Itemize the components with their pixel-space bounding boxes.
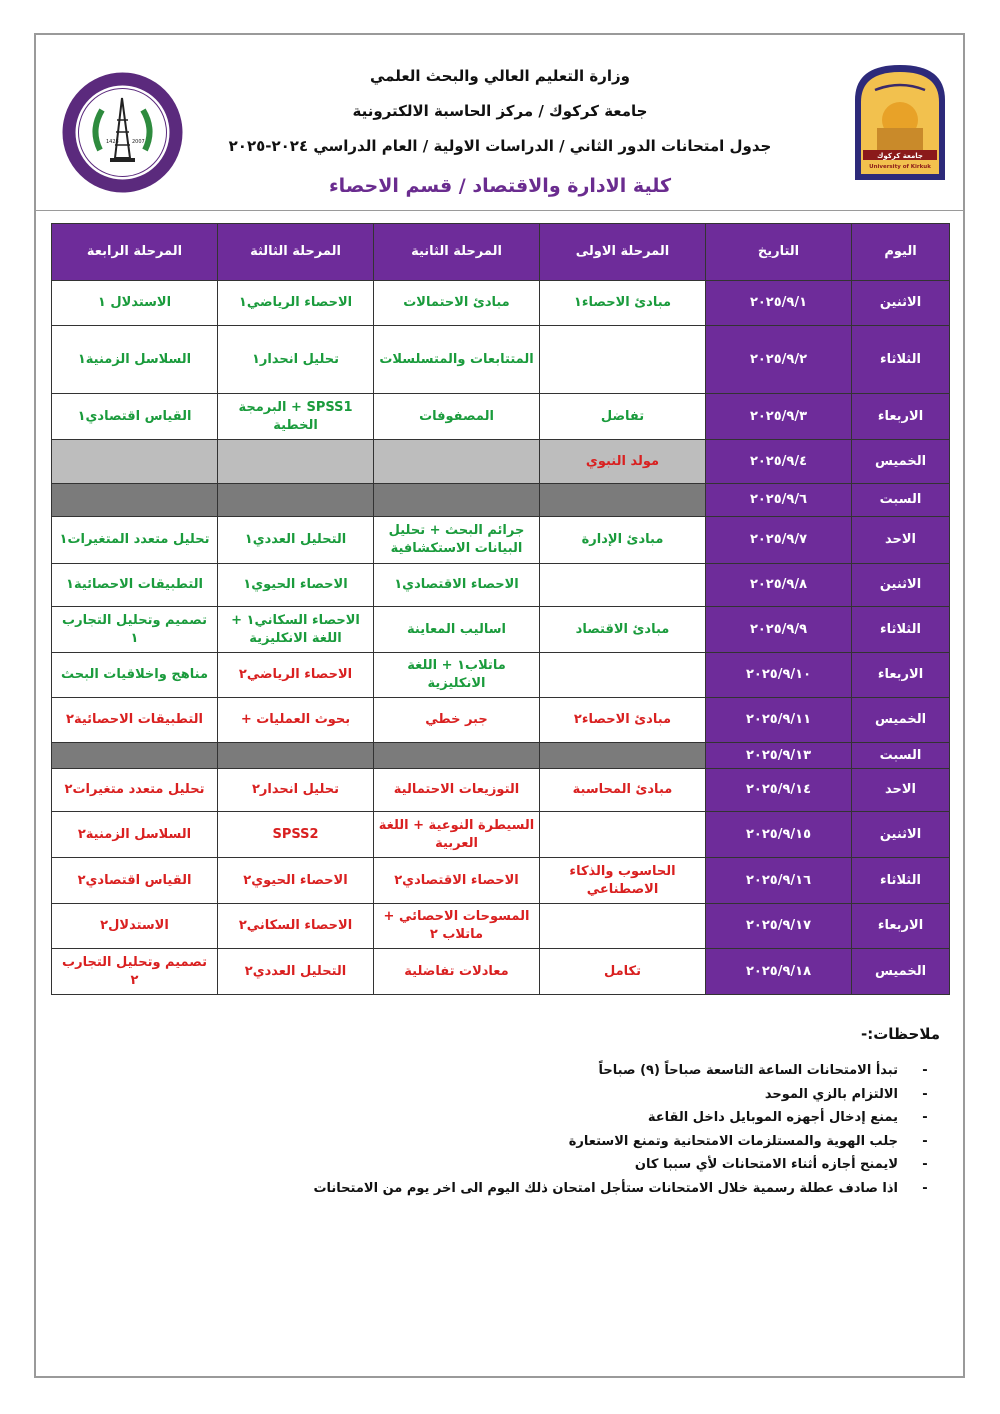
table-row bbox=[52, 858, 950, 904]
exam-cell-stage-1: تفاضل bbox=[540, 394, 706, 440]
header-divider bbox=[34, 210, 965, 211]
day-cell: الاثنين bbox=[852, 564, 950, 607]
exam-cell-stage-3: الاحصاء الرياضي٢ bbox=[218, 653, 374, 698]
day-cell: الثلاثاء bbox=[852, 326, 950, 394]
day-cell: السبت bbox=[852, 484, 950, 517]
header-day: اليوم bbox=[852, 224, 950, 281]
note-bullet: - bbox=[922, 1110, 928, 1125]
note-text: لايمنح أجازه أثناء الامتحانات لأي سببا كان bbox=[634, 1157, 898, 1172]
note-bullet: - bbox=[922, 1086, 928, 1102]
exam-cell-stage-4 bbox=[52, 743, 218, 769]
day-cell: الاثنين bbox=[852, 281, 950, 326]
table-row bbox=[52, 949, 950, 995]
date-cell: ٢٠٢٥/٩/١٤ bbox=[706, 769, 852, 812]
day-cell: الاثنين bbox=[852, 812, 950, 858]
note-item bbox=[60, 1177, 940, 1201]
date-cell: ٢٠٢٥/٩/١١ bbox=[706, 698, 852, 743]
exam-cell-stage-3: تحليل انحدار١ bbox=[218, 326, 374, 394]
exam-cell-stage-3 bbox=[218, 743, 374, 769]
exam-cell-stage-3: التحليل العددي١ bbox=[218, 517, 374, 564]
exam-cell-stage-4 bbox=[52, 484, 218, 517]
exam-cell-stage-2: اساليب المعاينة bbox=[374, 607, 540, 653]
date-cell: ٢٠٢٥/٩/٩ bbox=[706, 607, 852, 653]
note-item bbox=[60, 1130, 940, 1154]
logo-english-name: University of Kirkuk bbox=[869, 164, 931, 170]
day-cell: الاربعاء bbox=[852, 904, 950, 949]
note-item bbox=[60, 1106, 940, 1130]
notes-list bbox=[60, 1059, 940, 1200]
exam-cell-stage-2: معادلات تفاضلية bbox=[374, 949, 540, 995]
date-cell: ٢٠٢٥/٩/١٠ bbox=[706, 653, 852, 698]
header-date: التاريخ bbox=[706, 224, 852, 281]
day-cell: الخميس bbox=[852, 698, 950, 743]
exam-cell-stage-2: ماتلاب١ + اللغة الانكليزية bbox=[374, 653, 540, 698]
exam-cell-stage-2 bbox=[374, 484, 540, 517]
schedule-title: جدول امتحانات الدور الثاني / الدراسات الاولية / العام الدراسي ٢٠٢٤-٢٠٢٥ bbox=[228, 137, 772, 155]
date-cell: ٢٠٢٥/٩/٤ bbox=[706, 440, 852, 484]
college-seal-icon bbox=[60, 70, 185, 195]
exam-cell-stage-1: مبادئ الإدارة bbox=[540, 517, 706, 564]
header-stage-3: المرحلة الثالثة bbox=[218, 224, 374, 281]
exam-cell-stage-4: تصميم وتحليل التجارب ١ bbox=[52, 607, 218, 653]
exam-cell-stage-4: الاستدلال٢ bbox=[52, 904, 218, 949]
exam-cell-stage-1 bbox=[540, 653, 706, 698]
exam-cell-stage-2 bbox=[374, 440, 540, 484]
notes-title: ملاحظات:- bbox=[860, 1025, 940, 1043]
table-row bbox=[52, 440, 950, 484]
note-text: الالتزام بالزي الموحد bbox=[764, 1086, 898, 1102]
table-row bbox=[52, 812, 950, 858]
table-row bbox=[52, 607, 950, 653]
exam-cell-stage-2: جرائم البحث + تحليل البيانات الاستكشافية bbox=[374, 517, 540, 564]
college-department-title: كلية الادارة والاقتصاد / قسم الاحصاء bbox=[328, 175, 672, 197]
table-row bbox=[52, 769, 950, 812]
day-cell: الاحد bbox=[852, 517, 950, 564]
note-text: تبدأ الامتحانات الساعة التاسعة صباحاً (٩) صباحاً bbox=[598, 1063, 898, 1078]
exam-cell-stage-2: التوزيعات الاحتمالية bbox=[374, 769, 540, 812]
note-bullet: - bbox=[922, 1063, 928, 1078]
date-cell: ٢٠٢٥/٩/٢ bbox=[706, 326, 852, 394]
date-cell: ٢٠٢٥/٩/١٣ bbox=[706, 743, 852, 769]
exam-cell-stage-4: تحليل متعدد المتغيرات١ bbox=[52, 517, 218, 564]
note-item bbox=[60, 1083, 940, 1107]
day-cell: الاربعاء bbox=[852, 653, 950, 698]
exam-cell-stage-1: مبادئ الاحصاء٢ bbox=[540, 698, 706, 743]
table-row bbox=[52, 484, 950, 517]
exam-cell-stage-1: مبادئ الاحصاء١ bbox=[540, 281, 706, 326]
date-cell: ٢٠٢٥/٩/٨ bbox=[706, 564, 852, 607]
table-row bbox=[52, 517, 950, 564]
exam-cell-stage-2 bbox=[374, 743, 540, 769]
header-stage-2: المرحلة الثانية bbox=[374, 224, 540, 281]
notes-section bbox=[60, 1025, 940, 1200]
exam-cell-stage-2: المصفوفات bbox=[374, 394, 540, 440]
exam-cell-stage-1 bbox=[540, 904, 706, 949]
table-row bbox=[52, 281, 950, 326]
exam-cell-stage-1 bbox=[540, 326, 706, 394]
exam-cell-stage-1: الحاسوب والذكاء الاصطناعي bbox=[540, 858, 706, 904]
table-row bbox=[52, 904, 950, 949]
exam-cell-stage-1: تكامل bbox=[540, 949, 706, 995]
table-row bbox=[52, 743, 950, 769]
table-row bbox=[52, 698, 950, 743]
date-cell: ٢٠٢٥/٩/٧ bbox=[706, 517, 852, 564]
date-cell: ٢٠٢٥/٩/١٧ bbox=[706, 904, 852, 949]
header-stage-4: المرحلة الرابعة bbox=[52, 224, 218, 281]
date-cell: ٢٠٢٥/٩/١٨ bbox=[706, 949, 852, 995]
exam-cell-stage-3: الاحصاء السكاني٢ bbox=[218, 904, 374, 949]
seal-year-1: 1428 bbox=[106, 139, 119, 145]
exam-cell-stage-4: تحليل متعدد متغيرات٢ bbox=[52, 769, 218, 812]
date-cell: ٢٠٢٥/٩/١٦ bbox=[706, 858, 852, 904]
table-row bbox=[52, 564, 950, 607]
exam-cell-stage-2: المسوحات الاحصائي + ماتلاب ٢ bbox=[374, 904, 540, 949]
exam-cell-stage-2: الاحصاء الاقتصادي١ bbox=[374, 564, 540, 607]
day-cell: الخميس bbox=[852, 440, 950, 484]
exam-cell-stage-4: تصميم وتحليل التجارب ٢ bbox=[52, 949, 218, 995]
note-bullet: - bbox=[922, 1180, 928, 1196]
university-title: جامعة كركوك / مركز الحاسبة الالكترونية bbox=[352, 102, 648, 120]
table-row bbox=[52, 394, 950, 440]
note-text: اذا صادف عطلة رسمية خلال الامتحانات ستأجل امتحان ذلك اليوم الى اخر يوم من الامتحانات bbox=[313, 1180, 898, 1196]
exam-cell-stage-2: الاحصاء الاقتصادي٢ bbox=[374, 858, 540, 904]
note-text: جلب الهوية والمستلزمات الامتحانية وتمنع الاستعارة bbox=[568, 1133, 898, 1149]
ministry-title: وزارة التعليم العالي والبحث العلمي bbox=[369, 67, 631, 85]
exam-cell-stage-3: الاحصاء الرياضي١ bbox=[218, 281, 374, 326]
table-header-row bbox=[52, 224, 950, 281]
exam-cell-stage-3: بحوث العمليات + bbox=[218, 698, 374, 743]
exam-cell-stage-2: جبر خطي bbox=[374, 698, 540, 743]
seal-year-2: 2007 bbox=[132, 139, 145, 145]
exam-cell-stage-1: مولد النبوي bbox=[540, 440, 706, 484]
note-text: يمنع إدخال أجهزه الموبايل داخل القاعة bbox=[647, 1110, 898, 1125]
exam-cell-stage-4: مناهج واخلاقيات البحث bbox=[52, 653, 218, 698]
exam-cell-stage-3: SPSS2 bbox=[218, 812, 374, 858]
exam-cell-stage-1 bbox=[540, 743, 706, 769]
exam-cell-stage-4: القياس اقتصادي٢ bbox=[52, 858, 218, 904]
exam-cell-stage-2: مبادئ الاحتمالات bbox=[374, 281, 540, 326]
day-cell: الاربعاء bbox=[852, 394, 950, 440]
exam-cell-stage-1: مبادئ المحاسبة bbox=[540, 769, 706, 812]
exam-cell-stage-4: السلاسل الزمنية١ bbox=[52, 326, 218, 394]
university-of-kirkuk-logo-icon bbox=[845, 60, 955, 185]
exam-cell-stage-1 bbox=[540, 484, 706, 517]
day-cell: الثلاثاء bbox=[852, 858, 950, 904]
day-cell: الخميس bbox=[852, 949, 950, 995]
exam-cell-stage-2: السيطرة النوعية + اللغة العربية bbox=[374, 812, 540, 858]
exam-cell-stage-1: مبادئ الاقتصاد bbox=[540, 607, 706, 653]
date-cell: ٢٠٢٥/٩/٦ bbox=[706, 484, 852, 517]
exam-cell-stage-2: المتتابعات والمتسلسلات bbox=[374, 326, 540, 394]
exam-cell-stage-4: السلاسل الزمنية٢ bbox=[52, 812, 218, 858]
exam-cell-stage-4: القياس اقتصادي١ bbox=[52, 394, 218, 440]
date-cell: ٢٠٢٥/٩/١٥ bbox=[706, 812, 852, 858]
day-cell: الاحد bbox=[852, 769, 950, 812]
day-cell: السبت bbox=[852, 743, 950, 769]
date-cell: ٢٠٢٥/٩/١ bbox=[706, 281, 852, 326]
note-item bbox=[60, 1153, 940, 1177]
exam-cell-stage-4: الاستدلال ١ bbox=[52, 281, 218, 326]
header-stage-1: المرحلة الاولى bbox=[540, 224, 706, 281]
exam-cell-stage-3: الاحصاء السكاني١ + اللغة الانكليزية bbox=[218, 607, 374, 653]
exam-cell-stage-3: تحليل انحدار٢ bbox=[218, 769, 374, 812]
table-row bbox=[52, 653, 950, 698]
note-bullet: - bbox=[922, 1133, 928, 1149]
exam-cell-stage-3: الاحصاء الحيوي٢ bbox=[218, 858, 374, 904]
note-bullet: - bbox=[922, 1157, 928, 1172]
date-cell: ٢٠٢٥/٩/٣ bbox=[706, 394, 852, 440]
exam-cell-stage-4: التطبيقات الاحصائية٢ bbox=[52, 698, 218, 743]
exam-cell-stage-1 bbox=[540, 812, 706, 858]
exam-cell-stage-3: SPSS1 + البرمجة الخطية bbox=[218, 394, 374, 440]
exam-cell-stage-3: التحليل العددي٢ bbox=[218, 949, 374, 995]
table-row bbox=[52, 326, 950, 394]
exam-schedule-table bbox=[51, 223, 950, 995]
exam-cell-stage-4 bbox=[52, 440, 218, 484]
logo-arabic-name: جامعة كركوك bbox=[877, 152, 923, 160]
exam-cell-stage-3: الاحصاء الحيوي١ bbox=[218, 564, 374, 607]
exam-cell-stage-3 bbox=[218, 440, 374, 484]
exam-cell-stage-3 bbox=[218, 484, 374, 517]
exam-cell-stage-1 bbox=[540, 564, 706, 607]
note-item bbox=[60, 1059, 940, 1083]
exam-cell-stage-4: التطبيقات الاحصائية١ bbox=[52, 564, 218, 607]
day-cell: الثلاثاء bbox=[852, 607, 950, 653]
